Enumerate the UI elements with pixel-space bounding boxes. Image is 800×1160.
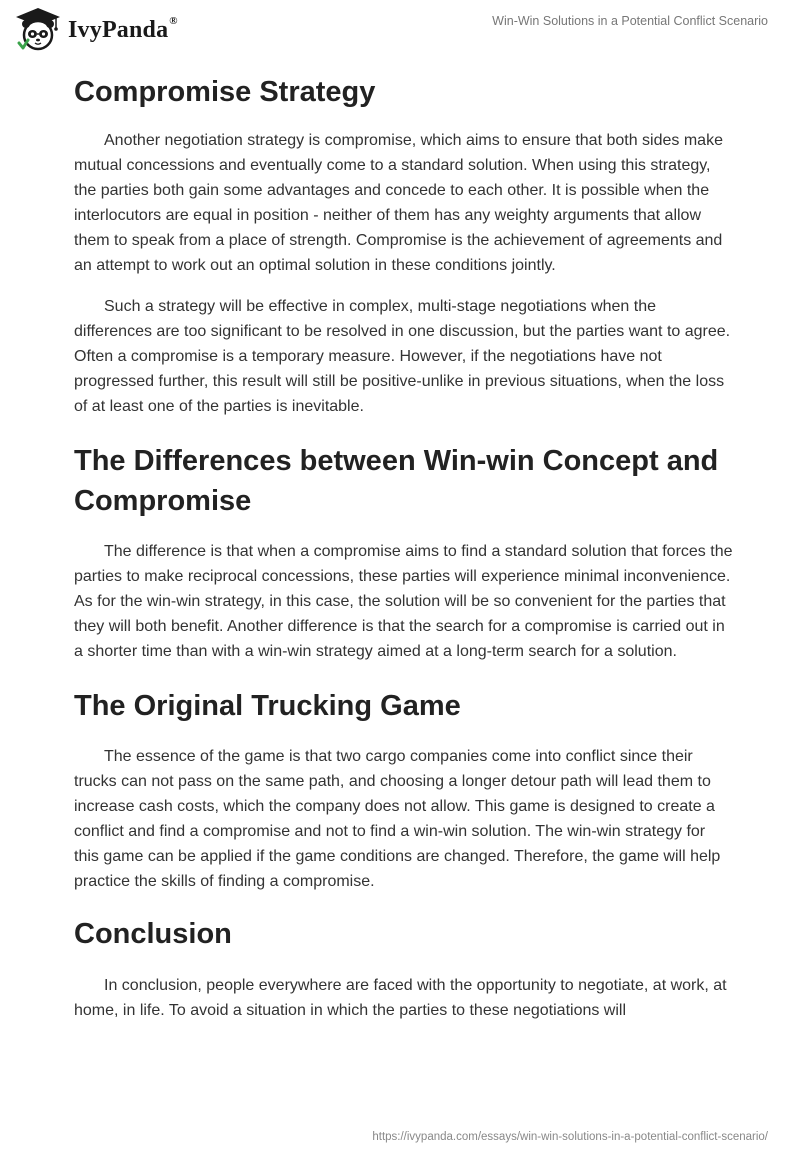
site-logo[interactable]: [14, 6, 178, 54]
logo-text: IvyPanda®: [68, 14, 178, 43]
page-header: [0, 0, 800, 56]
paragraph: The difference is that when a compromise aims to find a standard solution that forces the parties to make reciprocal concessions, these parties will experience minimal inconvenience. As for the win-win strategy, in this case, the solution will be so convenient for the parties that they will both benefit. Another difference is that the search for a compromise is carried out in a shorter time than with a win-win strategy aimed at a long-term search for a solution.: [74, 543, 733, 660]
paragraph: Such a strategy will be effective in complex, multi-stage negotiations when the differences are too significant to be resolved in one discussion, but the parties want to agree. Often a compromise is a temporary measure. However, if the negotiations have not progressed further, this result will still be positive-unlike in previous situations, when the loss of at least one of the parties is inevitable.: [74, 298, 731, 415]
registered-mark: ®: [169, 14, 178, 27]
section-heading-trucking-game: The Original Trucking Game: [74, 690, 461, 722]
source-url-link[interactable]: https://ivypanda.com/essays/win-win-solutions-in-a-potential-conflict-scenario/: [372, 1131, 768, 1143]
document-title: Win-Win Solutions in a Potential Conflict Scenario: [492, 14, 768, 28]
paragraph: The essence of the game is that two cargo companies come into conflict since their trucks can not pass on the same path, and choosing a longer detour path will lead them to increase cash costs, which the company does not allow. This game is designed to create a conflict and find a compromise and not to find a win-win solution. The win-win strategy for this game can be applied if the game conditions are changed. Therefore, the game will help practice the skills of finding a compromise.: [74, 748, 721, 890]
section-heading-differences: The Differences between Win-win Concept and Compromise: [74, 445, 719, 517]
paragraph: In conclusion, people everywhere are faced with the opportunity to negotiate, at work, at home, in life. To avoid a situation in which the parties to these negotiations will: [74, 977, 727, 1019]
section-heading-compromise-strategy: Compromise Strategy: [74, 76, 376, 108]
paragraph: Another negotiation strategy is compromise, which aims to ensure that both sides make mutual concessions and eventually come to a standard solution. When using this strategy, the parties both gain some advantages and concede to each other. It is possible when the interlocutors are equal in position - neither of them has any weighty arguments that allow them to speak from a place of strength. Compromise is the achievement of agreements and an attempt to work out an optimal solution in these conditions jointly.: [74, 132, 723, 274]
essay-content: [74, 70, 734, 1023]
panda-graduate-logo-icon: [14, 6, 62, 54]
section-heading-conclusion: Conclusion: [74, 918, 232, 950]
